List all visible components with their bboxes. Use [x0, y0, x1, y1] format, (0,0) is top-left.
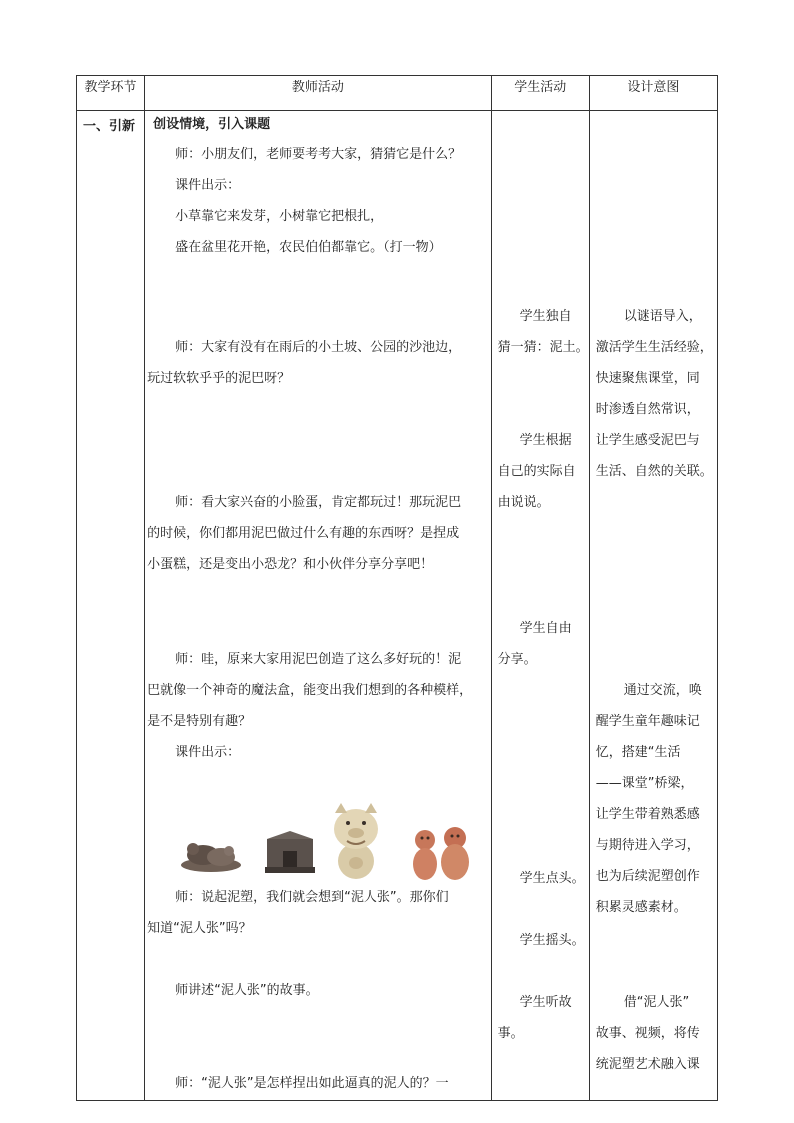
teacher-line: 师讲述“泥人张”的故事。 — [175, 983, 319, 998]
stage-label: 一、引新 — [83, 119, 136, 134]
teacher-line: 知道“泥人张”吗？ — [147, 921, 252, 936]
design-intent-cell — [589, 111, 717, 1101]
student-line: 分享。 — [497, 652, 537, 667]
student-activity-cell — [491, 111, 589, 1101]
table-header-row — [77, 76, 718, 111]
student-line: 学生自由 — [519, 621, 572, 636]
header-design-intent: 设计意图 — [589, 76, 717, 111]
header-student-activity: 学生活动 — [491, 76, 589, 111]
intent-line: 醒学生童年趣味记 — [595, 714, 700, 729]
student-line: 由说说。 — [497, 495, 550, 510]
clay-dolls-image — [407, 826, 477, 882]
intent-line: 借“泥人张” — [623, 995, 690, 1010]
student-line: 猜一猜：泥土。 — [497, 340, 589, 355]
teacher-line: 师：看大家兴奋的小脸蛋，肯定都玩过！那玩泥巴 — [175, 495, 462, 510]
teacher-line: 师：大家有没有在雨后的小土坡、公园的沙池边， — [175, 340, 462, 355]
teacher-line: 课件出示： — [175, 745, 241, 760]
teacher-line: 师：说起泥塑，我们就会想到“泥人张”。那你们 — [175, 890, 449, 905]
teacher-line: 师：“泥人张”是怎样捏出如此逼真的泥人的？一 — [175, 1076, 449, 1091]
student-line: 学生独自 — [519, 309, 572, 324]
header-teacher-activity: 教师活动 — [145, 76, 492, 111]
intent-line: 与期待进入学习， — [595, 838, 700, 853]
teacher-heading: 创设情境，引入课题 — [153, 117, 271, 132]
student-line: 学生根据 — [519, 433, 572, 448]
intent-line: 让学生带着熟悉感 — [595, 807, 700, 822]
intent-line: ——课堂”桥梁， — [595, 776, 694, 791]
intent-line: 让学生感受泥巴与 — [595, 433, 700, 448]
intent-line: 时渗透自然常识， — [595, 402, 700, 417]
student-line: 学生摇头。 — [519, 933, 585, 948]
lesson-plan-table — [76, 75, 718, 1101]
intent-line: 统泥塑艺术融入课 — [595, 1057, 700, 1072]
intent-line: 快速聚焦课堂，同 — [595, 371, 700, 386]
intent-line: 生活、自然的关联。 — [595, 464, 713, 479]
student-line: 学生听故 — [519, 995, 572, 1010]
header-stage: 教学环节 — [77, 76, 145, 111]
teacher-line: 课件出示： — [175, 178, 241, 193]
intent-line: 忆，搭建“生活 — [595, 745, 681, 760]
teacher-line: 是不是特别有趣？ — [147, 714, 252, 729]
teacher-line: 巴就像一个神奇的魔法盒，能变出我们想到的各种模样， — [147, 683, 473, 698]
student-line: 事。 — [497, 1026, 524, 1041]
intent-line: 也为后续泥塑创作 — [595, 869, 700, 884]
clay-pig-image — [325, 801, 387, 881]
teacher-line: 小蛋糕，还是变出小恐龙？和小伙伴分享分享吧！ — [147, 557, 434, 572]
student-line: 自己的实际自 — [497, 464, 576, 479]
teacher-line: 师：小朋友们，老师要考考大家，猜猜它是什么？ — [175, 147, 462, 162]
stage-cell — [77, 111, 145, 1101]
teacher-line: 师：哇，原来大家用泥巴创造了这么多好玩的！泥 — [175, 652, 462, 667]
intent-line: 积累灵感素材。 — [595, 900, 687, 915]
intent-line: 以谜语导入， — [623, 309, 702, 324]
intent-line: 故事、视频，将传 — [595, 1026, 700, 1041]
intent-line: 通过交流，唤 — [623, 683, 702, 698]
teacher-line: 盛在盆里花开艳，农民伯伯都靠它。（打一物） — [175, 240, 442, 255]
teacher-line: 的时候，你们都用泥巴做过什么有趣的东西呀？是捏成 — [147, 526, 460, 541]
teacher-line: 小草靠它来发芽，小树靠它把根扎， — [175, 209, 384, 224]
table-row — [77, 111, 718, 1101]
clay-house-image — [263, 831, 317, 875]
student-line: 学生点头。 — [519, 871, 585, 886]
teacher-activity-cell — [145, 111, 492, 1101]
teacher-line: 玩过软软乎乎的泥巴呀？ — [147, 371, 291, 386]
clay-animals-image — [179, 833, 243, 873]
intent-line: 激活学生生活经验， — [595, 340, 713, 355]
